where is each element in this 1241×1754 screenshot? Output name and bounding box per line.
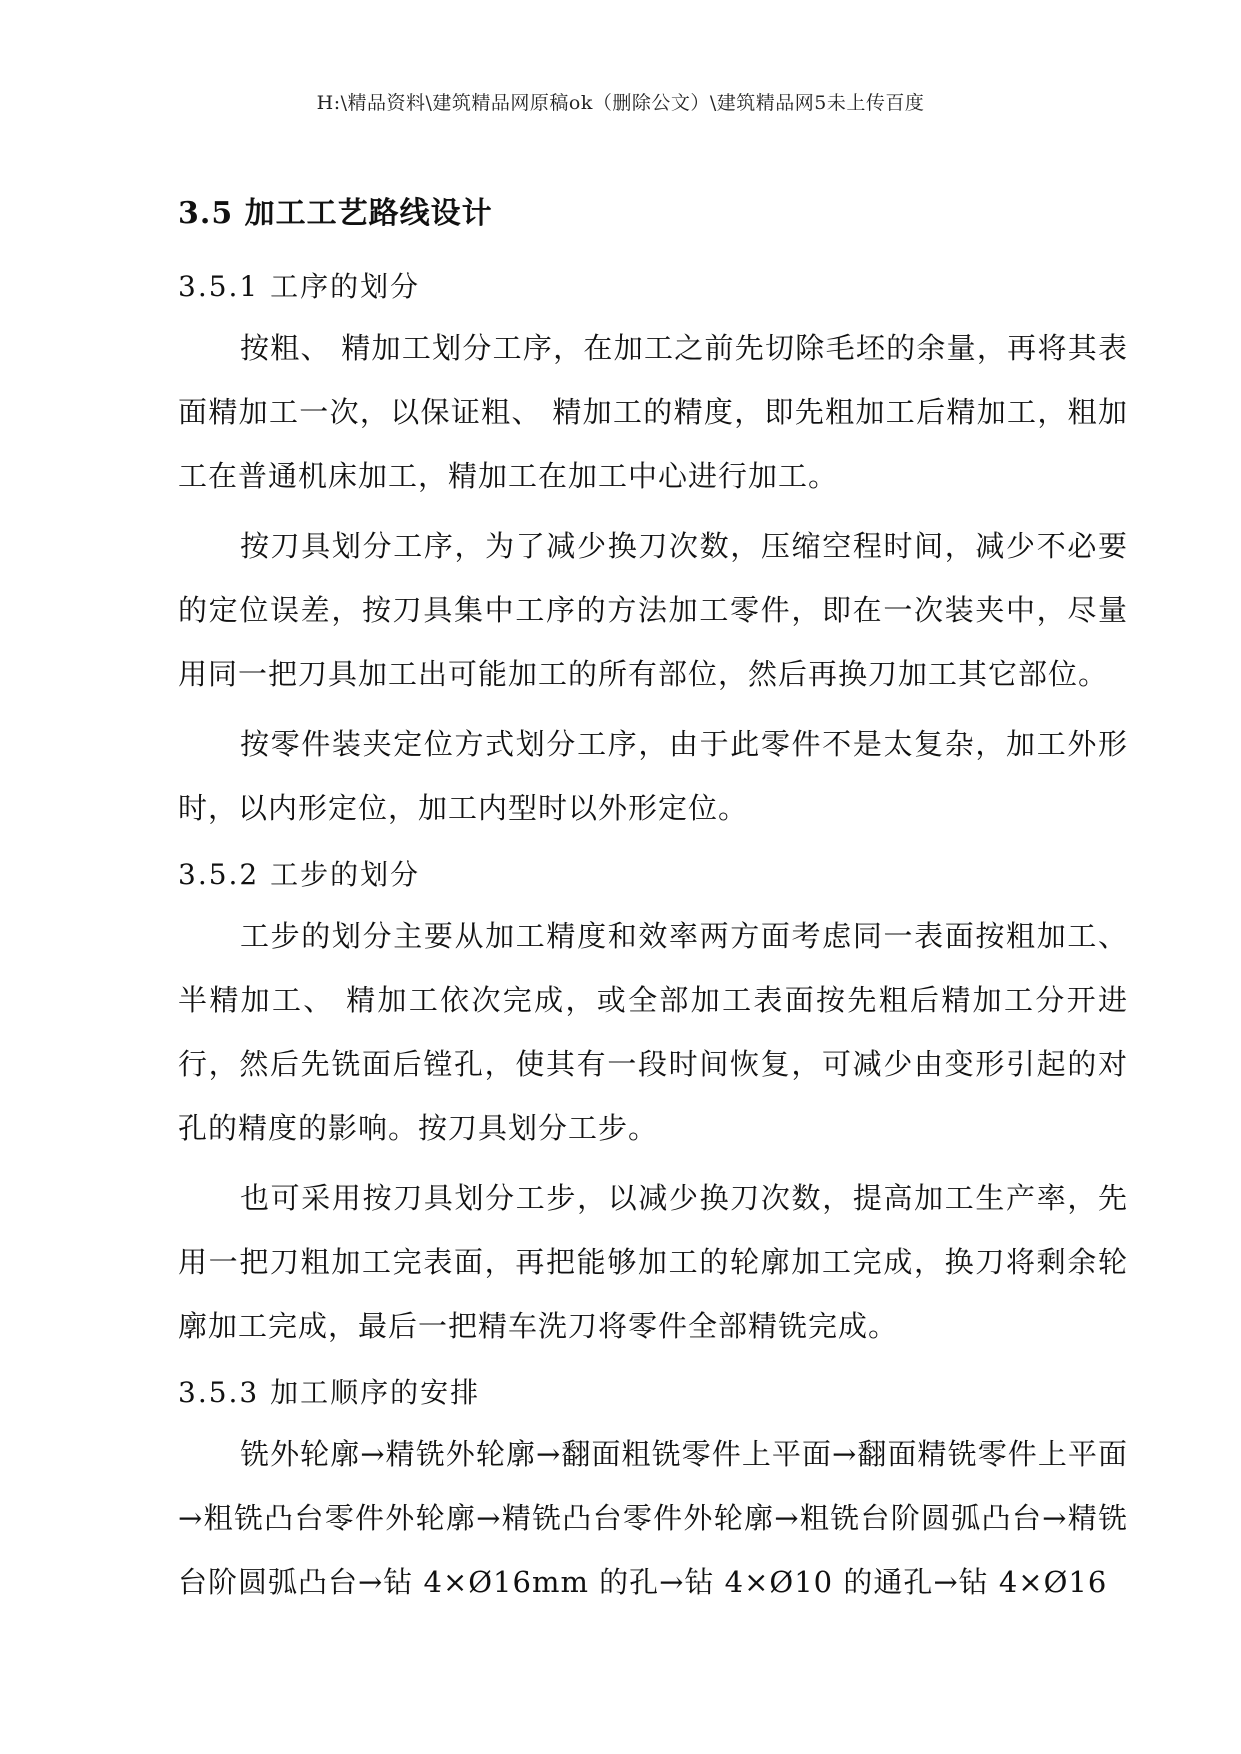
paragraph: 工步的划分主要从加工精度和效率两方面考虑同一表面按粗加工、半精加工、 精加工依次完成，或全部加工表面按先粗后精加工分开进行，然后先铣面后镗孔，使其有一段时间恢复，可减少由变形引起的对孔的精度的影响。按刀具划分工步。 <box>178 919 1128 1145</box>
paragraph: 铣外轮廓→精铣外轮廓→翻面粗铣零件上平面→翻面精铣零件上平面→粗铣凸台零件外轮廓→精铣凸台零件外轮廓→粗铣台阶圆弧凸台→精铣台阶圆弧凸台→钻 4×Ø16mm 的孔→钻 4×Ø10 的通孔→钻 4×Ø16 <box>178 1437 1128 1599</box>
section-title: 3.5 加工工艺路线设计 <box>178 196 493 231</box>
paragraph: 按刀具划分工序，为了减少换刀次数，压缩空程时间，减少不必要的定位误差，按刀具集中工序的方法加工零件，即在一次装夹中，尽量用同一把刀具加工出可能加工的所有部位，然后再换刀加工其它部位。 <box>178 529 1128 691</box>
subsection-title-3: 3.5.3 加工顺序的安排 <box>178 1376 481 1409</box>
paragraph: 按零件装夹定位方式划分工序，由于此零件不是太复杂，加工外形时，以内形定位，加工内型时以外形定位。 <box>178 727 1128 825</box>
paragraph: 按粗、 精加工划分工序，在加工之前先切除毛坯的余量，再将其表面精加工一次，以保证粗、 精加工的精度，即先粗加工后精加工，粗加工在普通机床加工，精加工在加工中心进行加工。 <box>178 331 1128 493</box>
subsection-title-1: 3.5.1 工序的划分 <box>178 270 421 303</box>
document-body <box>178 188 1128 1620</box>
paragraph: 也可采用按刀具划分工步，以减少换刀次数，提高加工生产率，先用一把刀粗加工完表面，再把能够加工的轮廓加工完成，换刀将剩余轮廓加工完成，最后一把精车洗刀将零件全部精铣完成。 <box>178 1181 1128 1343</box>
subsection-title-2: 3.5.2 工步的划分 <box>178 858 421 891</box>
file-path-header: H:\精品资料\建筑精品网原稿ok（删除公文）\建筑精品网5未上传百度 <box>316 92 925 114</box>
